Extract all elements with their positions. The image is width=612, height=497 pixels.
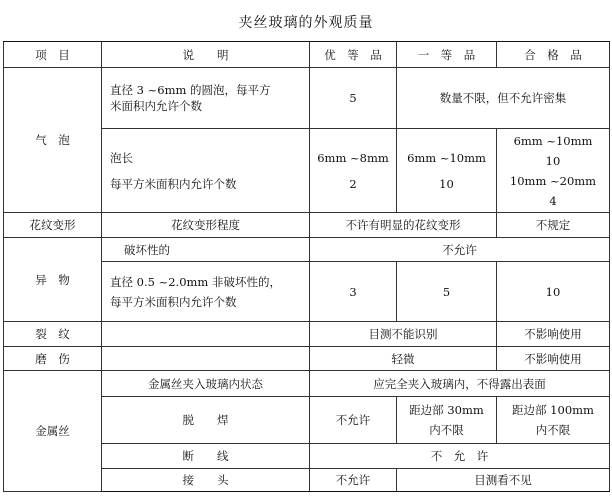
foreign-name: 异 物 [4, 238, 102, 322]
foreign-row2-desc [102, 262, 310, 322]
foreign-row1-desc: 破坏性的 [102, 238, 310, 262]
wire-row2-b-line1: 距边部 30mm [409, 403, 484, 417]
header-item: 项 目 [4, 42, 102, 68]
wire-row2-c-line1: 距边部 100mm [512, 403, 594, 417]
scratch-grade-c: 不影响使用 [497, 347, 610, 371]
bubbles-row1-desc-line2: 米面积内允许个数 [110, 99, 202, 113]
bubbles-row2-grade-c [497, 129, 610, 213]
table-row [4, 347, 610, 371]
table-row [4, 322, 610, 347]
bubbles-row2-desc-line2: 每平方米面积内允许个数 [110, 176, 237, 191]
bubbles-row1-desc-line1: 直径 3 ~6mm 的圆泡，每平方 [110, 83, 271, 97]
bubbles-name: 气 泡 [4, 68, 102, 213]
header-grade-a: 优 等 品 [310, 42, 397, 68]
bubbles-row2-b-line1: 6mm ~10mm [407, 150, 486, 165]
table-row [4, 371, 610, 397]
wire-row2-grade-c [497, 397, 610, 444]
foreign-row2-grade-b: 5 [397, 262, 497, 322]
pattern-grade-ab: 不许有明显的花纹变形 [310, 213, 497, 238]
foreign-row1-grade-abc: 不允许 [310, 238, 610, 262]
table-header-row [4, 42, 610, 68]
page-title: 夹丝玻璃的外观质量 [238, 15, 374, 31]
header-desc: 说 明 [102, 42, 310, 68]
scratch-name: 磨 伤 [4, 347, 102, 371]
crack-grade-ab: 目测不能识别 [310, 322, 497, 347]
bubbles-row2-a-line2: 2 [349, 176, 357, 191]
wire-row2-c-line2: 内不限 [535, 423, 571, 437]
wire-row2-grade-b [397, 397, 497, 444]
foreign-row2-grade-a: 3 [310, 262, 397, 322]
bubbles-row2-grade-a [310, 129, 397, 213]
bubbles-row1-grade-bc: 数量不限，但不允许密集 [397, 68, 610, 129]
wire-row2-b-line2: 内不限 [429, 423, 464, 437]
wire-row1-desc: 金属丝夹入玻璃内状态 [102, 371, 310, 397]
table-row [4, 213, 610, 238]
scratch-desc [102, 347, 310, 371]
wire-row1-grade-abc: 应完全夹入玻璃内，不得露出表面 [310, 371, 610, 397]
wire-row4-grade-bc: 目测看不见 [397, 469, 610, 492]
foreign-row2-desc-line2: 每平方米面积内允许个数 [110, 294, 237, 309]
bubbles-row2-c-line3: 10mm ~20mm [509, 173, 597, 188]
bubbles-row2-c-line1: 6mm ~10mm [513, 133, 593, 148]
foreign-row2-grade-c: 10 [497, 262, 610, 322]
wire-row3-desc: 断 线 [102, 444, 310, 469]
crack-name: 裂 纹 [4, 322, 102, 347]
bubbles-row2-c-line4: 4 [549, 193, 557, 208]
table-row [4, 238, 610, 262]
bubbles-row2-a-line1: 6mm ~8mm [317, 150, 389, 165]
bubbles-row2-b-line2: 10 [439, 176, 454, 191]
scratch-grade-ab: 轻微 [310, 347, 497, 371]
bubbles-row2-c-line2: 10 [545, 153, 561, 168]
wire-row4-grade-a: 不允许 [310, 469, 397, 492]
crack-desc [102, 322, 310, 347]
wire-row4-desc: 接 头 [102, 469, 310, 492]
table-row [4, 68, 610, 129]
wire-row3-grade-abc: 不 允 许 [310, 444, 610, 469]
header-grade-b: 一 等 品 [397, 42, 497, 68]
bubbles-row2-desc [102, 129, 310, 213]
crack-grade-c: 不影响使用 [497, 322, 610, 347]
wire-row2-desc: 脱 焊 [102, 397, 310, 444]
wire-name: 金属丝 [4, 371, 102, 492]
pattern-desc: 花纹变形程度 [102, 213, 310, 238]
bubbles-row2-grade-b [397, 129, 497, 213]
foreign-row2-desc-line1: 直径 0.5 ~2.0mm 非破坏性的， [110, 274, 281, 289]
pattern-name: 花纹变形 [4, 213, 102, 238]
wire-row2-grade-a: 不允许 [310, 397, 397, 444]
pattern-grade-c: 不规定 [497, 213, 610, 238]
bubbles-row1-desc [102, 68, 310, 129]
bubbles-row1-grade-a: 5 [310, 68, 397, 129]
header-grade-c: 合 格 品 [497, 42, 610, 68]
bubbles-row2-desc-line1: 泡长 [110, 150, 133, 165]
quality-table [3, 41, 610, 492]
